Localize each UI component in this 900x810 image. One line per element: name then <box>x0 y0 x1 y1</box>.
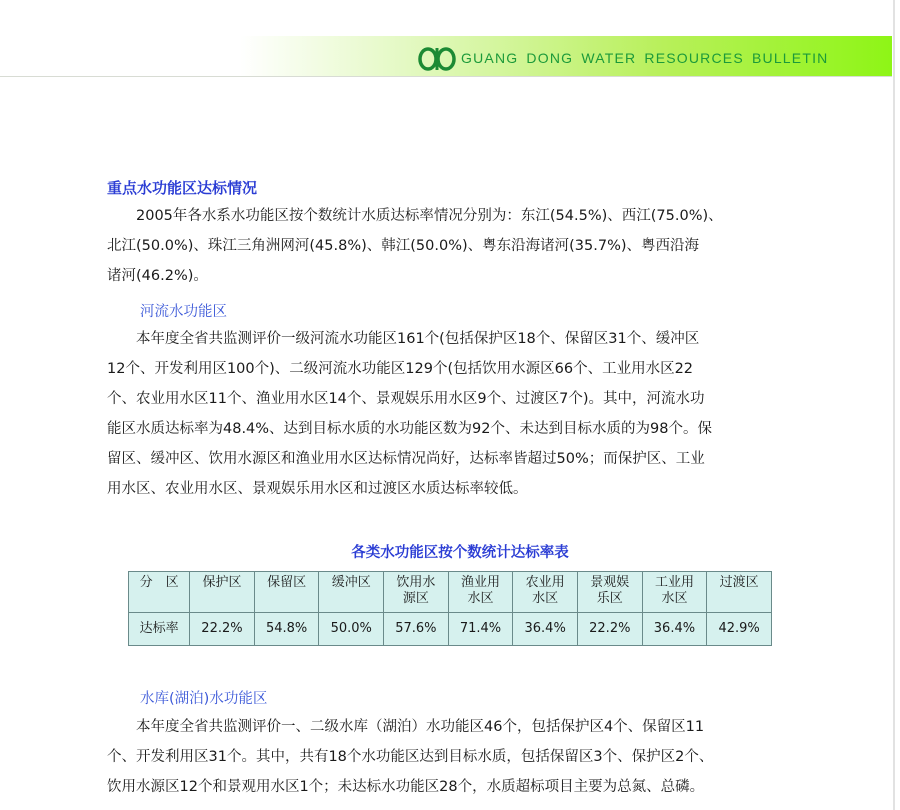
table-row <box>129 613 772 646</box>
value-cell: 22.2% <box>190 613 255 646</box>
page-edge <box>893 0 895 810</box>
reservoir-subtitle: 水库(湖泊)水功能区 <box>140 691 268 707</box>
reservoir-line: 饮用水源区12个和景观用水区1个；未达标水功能区28个，水质超标项目主要为总氮、总磷。 <box>107 779 705 795</box>
brand-title: GUANG DONG WATER RESOURCES BULLETIN <box>461 50 829 66</box>
intro-line: 北江(50.0%)、珠江三角洲网河(45.8%)、韩江(50.0%)、粤东沿海诸河(35.7%)、粤西沿海 <box>107 238 700 254</box>
row-label: 达标率 <box>129 613 190 646</box>
river-line: 能区水质达标率为48.4%、达到目标水质的水功能区数为92个、未达到目标水质的为98个。保 <box>107 421 712 437</box>
logo-icon <box>418 46 456 72</box>
header-divider <box>0 76 892 77</box>
value-cell: 36.4% <box>642 613 707 646</box>
river-line: 留区、缓冲区、饮用水源区和渔业用水区达标情况尚好，达标率皆超过50%；而保护区、工业 <box>107 451 705 467</box>
value-cell: 71.4% <box>448 613 513 646</box>
value-cell: 57.6% <box>384 613 449 646</box>
header-cell: 过渡区 <box>707 572 772 613</box>
header-cell: 渔业用 水区 <box>448 572 513 613</box>
compliance-table <box>128 571 772 646</box>
value-cell: 22.2% <box>577 613 642 646</box>
river-line: 用水区、农业用水区、景观娱乐用水区和过渡区水质达标率较低。 <box>107 481 528 497</box>
river-line: 个、农业用水区11个、渔业用水区14个、景观娱乐用水区9个、过渡区7个)。其中，河流水功 <box>107 391 705 407</box>
river-line: 本年度全省共监测评价一级河流水功能区161个(包括保护区18个、保留区31个、缓冲区 <box>107 331 700 347</box>
table-title: 各类水功能区按个数统计达标率表 <box>351 545 569 561</box>
value-cell: 36.4% <box>513 613 578 646</box>
table-header-row <box>129 572 772 613</box>
river-line: 12个、开发利用区100个)、二级河流水功能区129个(包括饮用水源区66个、工业用水区22 <box>107 361 694 377</box>
section-title: 重点水功能区达标情况 <box>107 179 258 197</box>
header-cell: 保留区 <box>254 572 319 613</box>
value-cell: 54.8% <box>254 613 319 646</box>
intro-line: 诸河(46.2%)。 <box>107 268 208 284</box>
header-cell: 工业用 水区 <box>642 572 707 613</box>
header-cell: 缓冲区 <box>319 572 384 613</box>
header-cell: 保护区 <box>190 572 255 613</box>
header-cell: 景观娱 乐区 <box>577 572 642 613</box>
header-cell: 饮用水 源区 <box>384 572 449 613</box>
value-cell: 50.0% <box>319 613 384 646</box>
reservoir-line: 本年度全省共监测评价一、二级水库（湖泊）水功能区46个，包括保护区4个、保留区11 <box>107 719 705 735</box>
value-cell: 42.9% <box>707 613 772 646</box>
header-cell: 分 区 <box>129 572 190 613</box>
intro-line: 2005年各水系水功能区按个数统计水质达标率情况分别为：东江(54.5%)、西江(75.0%)、 <box>107 208 723 224</box>
reservoir-line: 个、开发利用区31个。其中，共有18个水功能区达到目标水质，包括保留区3个、保护区2个、 <box>107 749 714 765</box>
river-subtitle: 河流水功能区 <box>140 304 227 320</box>
header-cell: 农业用 水区 <box>513 572 578 613</box>
